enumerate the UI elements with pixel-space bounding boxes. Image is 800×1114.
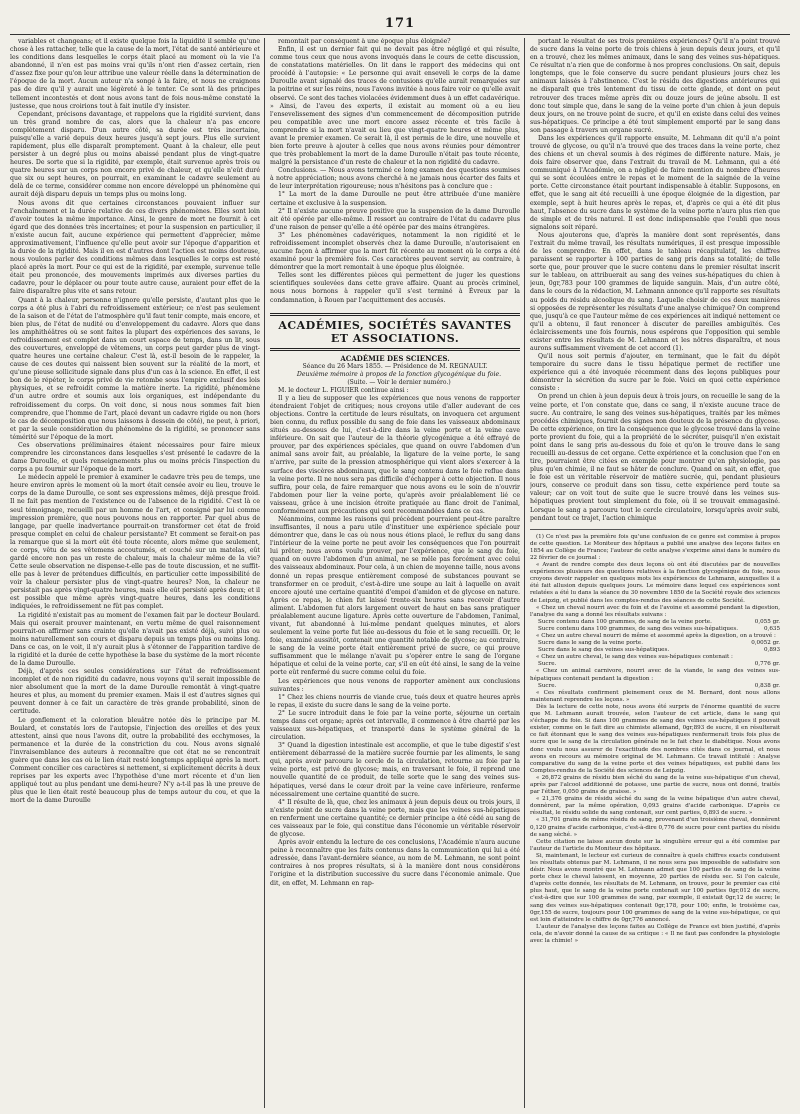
entry-label: Sucre contenu dans 100 grammes, de sang de la veine porte. (538, 618, 712, 625)
memoir-title: Deuxième mémoire à propos de la fonction glycogénique du foie. (296, 370, 502, 378)
header-rule (10, 34, 790, 35)
column-2 (270, 38, 520, 1108)
paragraph: Il y a lieu de supposer que les expériences que nous venons de rapporter étendraient l'objet de critiques; nous croyons utile d'aller audevant de ces objections. Contre la certitude de leurs résultats, on invoquera cet argument bien connu, du reflux possible du sang de foie dans les vaisseaux abdominaux situés au-dessous de lui, c'est-à-dire dans la veine porte et la veine cave inférieure. On sait que l'auteur de la théorie glycogénique a été effrayé de prouver, par des expériences spéciales, que quand on ouvre l'abdomen d'un animal sans avoir fait, au préalable, la ligature de la veine porte, le sang n'arrive, par suite de la pression atmosphérique qui vient alors s'exercer à la surface des viscères abdominaux, que le sang contenu dans le foie reflue dans la veine porte. Il ne nous sera pas difficile d'échapper à cette objection. Il nous suffira, pour cela, de faire remarquer que nous avons eu le soin de n'ouvrir l'abdomen pour lier la veine porte, qu'après avoir préalablement lié ce vaisseau, grâce à une incision étroite pratiquée au flanc droit de l'animal, conformément aux précautions qui sont recommandées dans ce cas. (270, 394, 520, 515)
paragraph: La rigidité n'existait pas au moment de l'examen fait par le docteur Boulard. Mais qui oserait prouver maintenant, en vertu même de quel raisonnement pourrait-on affirmer sans crainte qu'elle n'avait pas existé déjà, suivi plus ou moins naturellement son cours et disparu depuis un temps plus ou moins long. Dans ce cas, on le voit, il n'y aurait plus à s'étonner de l'apparition tardive de la rigidité et la durée de cette hypothèse la base du système de la mort récente de la dame Duroulle. (10, 611, 260, 668)
paragraph: Le médecin appelé le premier à examiner le cadavre très peu de temps, une heure environ après le moment où la mort était censée avoir eu lieu, trouve le corps de la dame Duroulle, ce sont ses expressions mêmes, déjà presque froid. Il ne fait pas mention de l'existence ou de l'absence de la rigidité. C'est là ce seul témoignage, recueilli par un homme de l'art, et consigné par lui comme impression première, que nous pouvons nous en rapporter. Par quel abus de langage, par quelle inadvertance pourrait-on transformer cet état de froid presque complet en celui de chaleur persistante? Et comment se ferait-on pas la remarque que si la mort eût été toute récente, alors même que seulement, ce corps, vêtu de ses vêtemens accoutumés, et couché sur un matelas, eût gardé encore non pas un reste de chaleur, mais la chaleur même de la vie? Cette seule observation ne dispense-t-elle pas de toute discussion, et ne suffit-elle pas à lever de prétendues difficultés, en particulier cette impossibilité de voir la chaleur persister plus de vingt-quatre heures? Non, la chaleur ne persistait pas après vingt-quatre heures, mais elle eût persisté après deux; et il est possible que même après vingt-quatre heures, dans les conditions indiquées, le refroidissement ne fût pas complet. (10, 474, 260, 611)
entry-label: Sucre. (538, 682, 557, 689)
footnote-paragraph: « Chez un animal carnivore, nourri avec de la viande, le sang des veines sus-hépatiques contenait pendant la digestion : (530, 668, 780, 682)
author-intro: M. le docteur L. FIGUIER continue ainsi : (278, 386, 409, 394)
paragraph: Telles sont les différentes pièces qui permettent de juger les questions scientifiques soulevées dans cette grave affaire. Quant au procès criminel, nous nous bornons à rappeler qu'il s'est terminé à Évreux par la condamnation, à Rouen par l'acquittement des accusés. (270, 272, 520, 304)
footnote-paragraph: L'auteur de l'analyse des leçons faites au Collège de France est bien justifié, d'après cela, de n'avoir donné la cause de sa critique : « Il ne faut pas confondre la physiologie avec la chimie! » (530, 923, 780, 945)
entry-value: 0,635 (763, 625, 780, 632)
entry-label: Sucre dans le sang de la veine porte. (538, 640, 644, 647)
paragraph: variables et changeans; et il existe quelque fois la liquidité il semble qu'une chose à les rattacher, telle que la cause de la mort, l'état de santé antérieure et les conditions dans lesquelles le corps était placé au moment où la vie l'a abandonné, il n'en est pas moins vrai qu'ils n'ont rien d'assez certain, rien d'assez fixe pour qu'on leur attribue une valeur réelle dans la détermination de l'époque de la mort. Aucun auteur n'a songé à la faire, et nous ne craignons pas de dire qu'il y aurait une légèreté à le tenter. Ce sont là des principes tellement incontestés et dont nous avons tant de fois nous-même constaté la justesse, que nous croirions tout à fait inutile d'y insister. (10, 38, 260, 110)
footnote-paragraph: « Ces résultats confirment pleinement ceux de M. Bernard, dont nous allons maintenant reprendre les leçons. » (530, 689, 780, 703)
footnote-paragraph: « Chez un cheval nourri avec du foin et de l'avoine et assommé pendant la digestion, l'analyse du sang a donné les résultats suivans : (530, 604, 780, 618)
footnote-paragraph: « 21,376 grains de résidu séché du sang de la veine hépatique d'un autre cheval, donnèrent, par la même opération, 0,093 grains d'acide carbonique. D'après ce résultat, le résidu solide du sang contenait, sur cent parties, 0,893 de sucre. » (530, 796, 780, 817)
footnote-entry (530, 626, 780, 633)
paragraph: 1° La mort de la dame Duroulle ne peut être attribuée d'une manière certaine et exclusive à la suspension. (270, 191, 520, 207)
footnote-paragraph: Dès la lecture de cette note, nous avons été surpris de l'énorme quantité de sucre que M. Lehmann aurait trouvée, selon l'auteur de cet article, dans le sang qui s'échappe du foie. Si dans 100 grammes de sang des veines sus-hépatiques il pouvait exister, comme on le fait dire au chimiste allemand, 0gr,893 de sucre, il en résulterait ce fait étonnant que le sang des veines sus-hépatiques renfermerait trois fois plus de sucre que le sang de la circulation générale ne le fait chez le diabétique. Nous avons donc voulu nous assurer de l'exactitude des nombres cités dans ce journal, et nous avons en recours au mémoire original de M. Lehmann. Ce travail intitulé : Analyse comparative du sang de la veine porte et des veines hépatiques, est publié dans les Comptes-rendus de la Société des sciences de Leipzig. (530, 703, 780, 774)
entry-value: 0,893 (763, 647, 780, 654)
paragraph: Dans les expériences qu'il rapporte ensuite, M. Lehmann dit qu'il n'a point trouvé de glycose, ou qu'il n'a trouvé que des traces dans la veine porte, chez des chiens et un cheval soumis à des régimes de différente nature. Mais, je dois faire observer que, dans l'extrait du travail de M. Lehmann, qui a été communiqué à l'Académie, on a négligé de faire mention du nombre d'heures qui se sont écoulées entre le repas et le moment de la saignée de la veine porte. Cette circonstance était pourtant indispensable à établir. Supposons, en effet, que le sang ait été recueilli à une époque éloignée de la digestion, par exemple, sept à huit heures après le repas, et, d'après ce qui a été dit plus haut, l'absence du sucre dans le système de la veine porte n'aura plus rien que de simple et de très naturel. Il est donc indispensable que l'oubli que nous signalons soit réparé. (530, 134, 780, 231)
entry-value: 0,776 gr. (754, 661, 780, 668)
paragraph: 3° Les phénomènes cadavériques, notamment la non rigidité et le refroidissement incomplet observés chez la dame Duroulle, n'autorisaient en aucune façon à affirmer que la mort fût récente au moment où le corps a été examiné pour la première fois. Ces caractères peuvent servir, au contraire, à démontrer que la mort remontait à une époque plus éloignée. (270, 231, 520, 272)
footnote-paragraph: « 26,872 grains de résidu bien séché du sang de la veine sus-hépatique d'un cheval, après par l'alcool additionné de potasse, une partie de sucre, nous ont donné, traités par l'éther, 0,050 grains de graisse. » (530, 774, 780, 796)
column-3 (530, 38, 780, 1108)
entry-label: Sucre dans le sang des veines sus-hépatiques. (538, 647, 670, 654)
paragraph: Déjà, d'après ces seules considérations sur l'état de refroidissement incomplet et de non rigidité du cadavre, nous voyons qu'il serait impossible de nier absolument que la mort de la dame Duroulle remontât à vingt-quatre heures et plus, au moment du premier examen. Mais il est d'autres signes qui peuvent donner à ce fait un caractère de très grande probabilité, sinon de certitude. (10, 668, 260, 716)
paragraph: Nous avons dit que certaines circonstances pouvaient influer sur l'enchaînement et la durée relative de ces divers phénomènes. Elles sont loin d'avoir toutes la même importance. Ainsi, le genre de mort ne fournit à cet égard que des données très incertaines; et pour la suspension en particulier, il n'existe aucun fait, aucune expérience qui permettent d'apprécier, même approximativement, l'influence qu'elle peut avoir sur l'époque d'apparition et la durée de la rigidité. Mais il en est d'autres dont l'action est moins douteuse, nous voulons parler des conditions mêmes dans lesquelles le corps est resté placé après la mort. Pour ce qui est de la rigidité, par exemple, survenue telle était peu prononcée, des mouvements imprimés aux diverses parties du cadavre, pour le déplacer ou pour toute autre cause, auraient pour effet de la faire disparaître plus vite et sans retour. (10, 199, 260, 296)
footnote-paragraph: « Avant de rendre compte des deux leçons où ont été discutées par de nouvelles expériences plusieurs des questions relatives à la fonction glycogénique du foie, nous croyons devoir rappeler en quelques mots les expériences de Lehmann, auxquelles il a été fait allusion depuis quelques jours. Le mémoire dans lequel ces expériences sont relatées a été lu dans la séance du 30 novembre 1850 de la Société royale des sciences de Leipzig, et publié dans les comptes-rendus des séances de cette Société. (530, 562, 780, 604)
column-separator (264, 38, 265, 1108)
paragraph: 2° Il n'existe aucune preuve positive que la suspension de la dame Duroulle ait été opérée par elle-même. Il ressort au contraire de l'état du cadavre plus d'une raison de penser qu'elle a été opérée par des mains étrangères. (270, 207, 520, 231)
paragraph: Néanmoins, comme les raisons qui précèdent pourraient peut-être paraître insuffisantes, il nous a paru utile d'instituer une expérience spéciale pour démontrer que, dans le cas où nous nous étions placé, le reflux du sang dans l'intérieur de la veine porte ne peut avoir les conséquences que l'on pourrait lui prêter; nous avons voulu prouver, par l'expérience, que le sang du foie, quand on ouvre l'abdomen d'un animal, ne se mêle pas forcément avec celui des vaisseaux abdominaux. Pour cela, à un chien de moyenne taille, nous avons donné un repas presque entièrement composé de substances pouvant se transformer en ce produit, c'est-à-dire une soupe au lait à laquelle on avait encore ajouté une certaine quantité d'empoi d'amidon et de glycose en nature. Après ce repas, le chien fut laissé trente-six heures sans recevoir d'autre aliment. L'abdomen fut alors largement ouvert de haut en bas sans pratiquer préalablement aucune ligature. Après cette ouverture de l'abdomen, l'animal, vivant, fut abandonné à lui-même pendant quelques minutes, et alors seulement la veine porte fut liée au-dessous du foie et le sang recueilli. Or, le foie, examiné aussitôt, contenait une quantité notable de glycose; au contraire, le sang de la veine porte était entièrement privé de sucre, ce qui prouve suffisamment que le mélange n'avait pu s'opérer entre le sang de l'organe hépatique et celui de la veine porte, car, s'il en eût été ainsi, le sang de la veine porte eût renfermé du sucre comme celui du foie. (270, 515, 520, 677)
paragraph: 3° Quand la digestion intestinale est accomplie, et que le tube digestif s'est entièrement débarrassé de la matière sucrée fournie par les aliments, le sang qui, après avoir parcouru le cercle de la circulation, retourne au foie par la veine porte, est privé de glycose; mais, en traversant le foie, il reprend une nouvelle quantité de ce produit, de telle sorte que le sang des veines sus-hépatiques, versé dans le cœur droit par la veine cave inférieure, renferme nécessairement une certaine quantité de sucre. (270, 742, 520, 798)
footnote-entry (530, 661, 780, 668)
paragraph: 2° Le sucre introduit dans le foie par la veine porte, séjourne un certain temps dans cet organe; après cet intervalle, il commence à être charrié par les vaisseaux sus-hépatiques, et transporté dans le système général de la circulation. (270, 709, 520, 742)
paragraph: portant le résultat de ses trois premières expériences? Qu'il n'a point trouvé de sucre dans la veine porte de trois chiens à jeun depuis deux jours, et qu'il en a trouvé, chez les mêmes animaux, dans le sang des veines sus-hépatiques. Ce résultat n'a rien que de conforme à nos propres conclusions. On sait, depuis longtemps, que le foie conserve du sucre pendant plusieurs jours chez les animaux laissés à l'abstinence. C'est le résidu des digestions antérieures qui ne disparaît que très lentement du tissu de cette glande, et dont on peut retrouver des traces même après dix ou douze jours de jeûne absolu. Il est donc tout simple que, dans le sang de la veine porte d'un chien à jeun depuis deux jours, on ne trouve point de sucre, et qu'il en existe dans celui des veines sus-hépatiques. Ce principe a été tout simplement emporté par le sang dans son passage à travers un organe sucré. (530, 38, 780, 134)
page-number: 171 (384, 16, 416, 31)
paragraph: Ces observations préliminaires étaient nécessaires pour faire mieux comprendre les circonstances dans lesquelles s'est présenté le cadavre de la dame Duroulle, et quels renseignements plus ou moins précis l'inspection du corps a pu fournir sur l'époque de la mort. (10, 441, 260, 474)
entry-value: 0,055 gr. (754, 618, 780, 625)
paragraph: Quant à la chaleur, personne n'ignore qu'elle persiste, d'autant plus que le corps a été plus à l'abri du refroidissement extérieur; ce n'est pas seulement de la saison et de l'état de l'atmosphère qu'il faut tenir compte, mais encore, et bien plus, de l'état de nudité ou d'enveloppement du cadavre. Alors que dans les amphithéâtres où se sont faites la plupart des expériences des savans, le refroidissement est complet dans un court espace de temps, dans un lit, sous des couvertures, enveloppé de vêtemens, un corps peut garder plus de vingt-quatre heures une certaine chaleur. C'est là, est-il besoin de le rappeler, la cause de ces doutes qui naissent bien souvent sur la réalité de la mort, et qu'une pieuse sollicitude signale dans plus d'un cas à la science. En effet, il est bon de le répéter, le corps privé de vie retombe sous l'empire exclusif des lois physiques, et se refroidit comme la matière inerte. La rigidité, phénomène d'un autre ordre et soumis aux lois organiques, est indépendante du refroidissement du corps. On voit donc, si nous nous sommes fait bien comprendre, que l'homme de l'art, placé devant un cadavre rigide ou non (hors le cas de décomposition que nous laissons à dessein de côté), ne peut, à priori, et par la seule considération du phénomène de la rigidité, se prononcer sans témérité sur l'époque de la mort. (10, 296, 260, 441)
memoir-subtitle: (Suite. — Voir le dernier numéro.) (347, 378, 451, 386)
paragraph: Qu'il nous soit permis d'ajouter, en terminant, que le fait du dépôt temporaire du sucre dans le tissu hépatique permet de rectifier une expérience qui a été invoquée récemment dans des leçons publiques pour démontrer la sécrétion du sucre par le foie. Voici en quoi cette expérience consiste : (530, 353, 780, 393)
entry-value: 0,0052 gr. (751, 640, 780, 647)
column-1 (10, 38, 260, 1108)
section-title: ACADÉMIES, SOCIÉTÉS SAVANTES ET ASSOCIATIONS. (270, 313, 520, 351)
paragraph: 1° Chez les chiens nourris de viande crue, tués deux et quatre heures après le repas, il existe du sucre dans le sang de la veine porte. (270, 693, 520, 709)
footnotes (530, 529, 780, 945)
paragraph: On prend un chien à jeun depuis deux à trois jours, on recueille le sang de la veine porte, et l'on constate que, dans ce sang, il n'existe aucune trace de sucre. Au contraire, le sang des veines sus-hépatiques, traités par les mêmes procédés chimiques, fournit des signes non douteux de la présence du glycose. De cette expérience, on tire la conséquence que le glycose trouvé dans la veine porte provient du foie, qui a la propriété de le sécréter, puisqu'il n'en existait point dans le sang pris au-dessous du foie et qu'on le trouve dans le sang recueilli au-dessus de cet organe. Cette expérience et la conclusion que l'on en tire, pourraient être citées en exemple pour montrer qu'en physiologie, pas plus qu'en chimie, il ne faut se hâter de conclure. Quand on sait, en effet, que le foie est un véritable réservoir de matière sucrée, qui, pendant plusieurs jours, conserve ce produit dans son tissu, cette expérience perd toute sa valeur; car on voit tout de suite que le sucre trouvé dans les veines sus-hépatiques provient tout simplement du foie, où il se trouvait emmagasiné. Lorsque le sang a parcouru tout le cercle circulatoire, lorsqu'après avoir subi, pendant tout ce trajet, l'action chimique (530, 393, 780, 522)
footnote-entry (530, 619, 780, 626)
paragraph: Enfin, il est un dernier fait qui ne devait pas être négligé et qui résulte, comme tous ceux que nous avons invoqués dans le cours de cette discussion, de constatations matérielles. On lit dans le rapport des médecins qui ont procédé à l'autopsie: « Le personne qui avait enseveli le corps de la dame Duroulle avant signalé des traces de contusions qu'elle aurait remarquées sur la poitrine et sur les reins, nous l'avons invitée à nous faire voir ce qu'elle avait observé. Ce sont des taches violacées évidemment dues à un effet cadavérique. » Ainsi, de l'aveu des experts, il existait au moment où a eu lieu l'ensevelissement des signes d'un commencement de décomposition putride peu compatible avec une mort encore assez récente et très facile à comprendre si la mort n'avait eu lieu que vingt-quatre heures et même plus, avant le premier examen. Ce serait là, il est permis de le dire, une nouvelle et bien forte preuve à ajouter à celles que nous avons réunies pour démontrer que très probablement la mort de la dame Duroulle n'était pas toute récente, malgré la persistance d'un reste de chaleur et la non rigidité du cadavre. (270, 46, 520, 167)
entry-label: Sucre. (538, 661, 557, 668)
paragraph: Conclusions. — Nous avons terminé ce long examen des questions soumises à notre appréciation; nous avons cherché à ne jamais nous écarter des faits et de leur interprétation rigoureuse; nous n'hésitons pas à conclure que : (270, 167, 520, 191)
footnote-paragraph: « Chez un autre cheval nourri de même et assommé après la digestion, on a trouvé : (536, 633, 776, 639)
footnote-paragraph: « 31,701 grains de même résidu de sang, provenant d'un troisième cheval, donnèrent 0,120 grains d'acide carbonique, c'est-à-dire 0,776 de sucre pour cent parties du résidu de sang séché. » (530, 817, 780, 838)
footnote-paragraph: Cette citation ne laisse aucun doute sur la singulière erreur qui a été commise par l'auteur de l'article du Moniteur des hôpitaux. (530, 838, 780, 852)
session-line: Séance du 26 Mars 1855. — Présidence de M. REGNAULT. (302, 362, 488, 370)
paragraph: remontait par conséquent à une époque plus éloignée? (278, 38, 451, 45)
paragraph: Après avoir entendu la lecture de ces conclusions, l'Académie n'aura aucune peine à reconnaître que les faits contenus dans la communication qui lui a été adressée, dans l'avant-dernière séance, au nom de M. Lehmann, ne sont point contraires à nos propres résultats, si à la manière dont nous considérons l'origine et la distribution successive du sucre dans l'économie animale. Que dit, en effet, M. Lehmann en rap- (270, 839, 520, 887)
paragraph: Cependant, précisons davantage, et rappelons que la rigidité survient, dans un très grand nombre de cas, alors que la chaleur n'a pas encore complètement disparu. D'un autre côté, sa durée est très incertaine, puisqu'elle a varié depuis deux heures jusqu'à sept jours. Plus elle survient rapidement, plus elle disparaît promptement. Quant à la chaleur, elle peut persister à un degré plus ou moins abaissé pendant plus de vingt-quatre heures. De sorte que si la rigidité, par exemple, était survenue après trois ou quatre heures sur un corps non encore privé de chaleur, et qu'elle n'eût duré que six ou sept heures, on pourrait, en examinant le cadavre seulement au delà de ce terme, considérer comme non encore développé un phénomène qui aurait déjà disparu depuis un temps plus ou moins long. (10, 110, 260, 199)
entry-value: 0,838 gr. (754, 682, 780, 689)
footnote-paragraph: Si, maintenant, le lecteur est curieux de connaître à quels chiffres exacts conduisent les résultats obtenus par M. Lehmann, il ne nous sera pas impossible de satisfaire son désir. Nous avons montré que M. Lehmann admet que 100 parties de sang de la veine porte chez le cheval laissent, en moyenne, 20 parties de résidu sec. Si l'on calcule, d'après cette donnée, les résultats de M. Lehmann, on trouve, pour le premier cas cité plus haut, que le sang de la veine porte contenait sur 100 parties 0gr,012 de sucre, c'est-à-dire que sur 100 grammes de sang, par exemple, il existait 0gr,12 de sucre; le sang des veines sus-hépatiques contenait 0gr,178, pour 100; enfin, le troisième cas, 0gr,155 de sucre, toujours pour 100 grammes de sang de la veine sus-hépatique, ce qui est loin d'atteindre le chiffre de 0gr,776 annoncé. (530, 852, 780, 923)
paragraph: 4° Il résulte de là, que, chez les animaux à jeun depuis deux ou trois jours, il n'existe point de sucre dans la veine porte, mais que les veines sus-hépatiques en renferment une certaine quantité; ce dernier principe a été cédé au sang de ces vaisseaux par le foie, qui constitue dans l'économie un véritable réservoir de glycose. (270, 798, 520, 839)
paragraph: Le gonflement et la coloration bleuâtre notée dès le principe par M. Boulard, et constatés lors de l'autopsie, l'injection des oreilles et des yeux attestent, ainsi que nous l'avons dit, outre la probabilité des ecchymoses, la permanence et la durée de la constriction du cou. Nous avons signalé l'invraisemblance des auteurs à reconnaître que cet état ne se rencontrait guère que dans les cas où le lien était resté longtemps appliqué après la mort. Comment concilier ces caractères si nettement, si explicitement décrits à deux reprises par les experts avec l'hypothèse d'une mort récente et d'un lien appliqué tout au plus pendant une demi-heure? N'y a-t-il pas là une preuve de plus que le lien était resté beaucoup plus de temps autour du cou, et que la mort de la dame Duroulle (10, 716, 260, 805)
footnote-paragraph: (1) Ce n'est pas la première fois qu'une confusion de ce genre est commise à propos de cette question. Le Moniteur des hôpitaux a publié une analyse des leçons faites en 1854 au Collège de France; l'auteur de cette analyse s'exprime ainsi dans le numéro du 22 février de ce journal : (530, 533, 780, 561)
academy-heading: ACADÉMIE DES SCIENCES. (340, 353, 450, 363)
footnote-paragraph: « Chez un autre cheval, le sang des veines sus-hépatiques contenait : (536, 654, 733, 661)
footnote-entry (530, 683, 780, 690)
entry-label: Sucre contenu dans 100 grammes, de sang des veines sus-hépatiques. (538, 625, 738, 632)
paragraph: Les expériences que nous venons de rapporter amènent aux conclusions suivantes : (270, 677, 520, 693)
column-separator (524, 38, 525, 1108)
paragraph: Nous ajouterons que, d'après la manière dont sont représentés, dans l'extrait du même travail, les résultats numériques, il est presque impossible de les comprendre. En effet, dans le tableau récapitulatif, les chiffres paraissent se rapporter à 100 parties de sang pris dans sa totalité; de telle sorte que, pour prouver que le sucre contenu dans le premier résultat inscrit sur le tableau, on attribuerait au sang des veines sus-hépatiques du chien à jeun, 0gr,783 pour 100 grammes de liquide sanguin. Mais, d'un autre côté, dans le cours de la rédaction, M. Lehmann annonce qu'il rapporte ses résultats au poids du résidu alcoolique du sang. Laquelle choisir de ces deux manières si opposées de représenter les résultats d'une analyse chimique? On comprend que, jusqu'à ce que l'auteur même de ces expériences ait indiqué nettement ce qu'il a obtenu, il faut renoncer à discuter de pareilles ambiguïtés. Ces éclaircissements une fois fournis, nous espérons que l'opposition qui semble exister entre les résultats de M. Lehmann et les nôtres disparaîtra, et nous aurons suffisamment vivement de cet accord (1). (530, 231, 780, 352)
